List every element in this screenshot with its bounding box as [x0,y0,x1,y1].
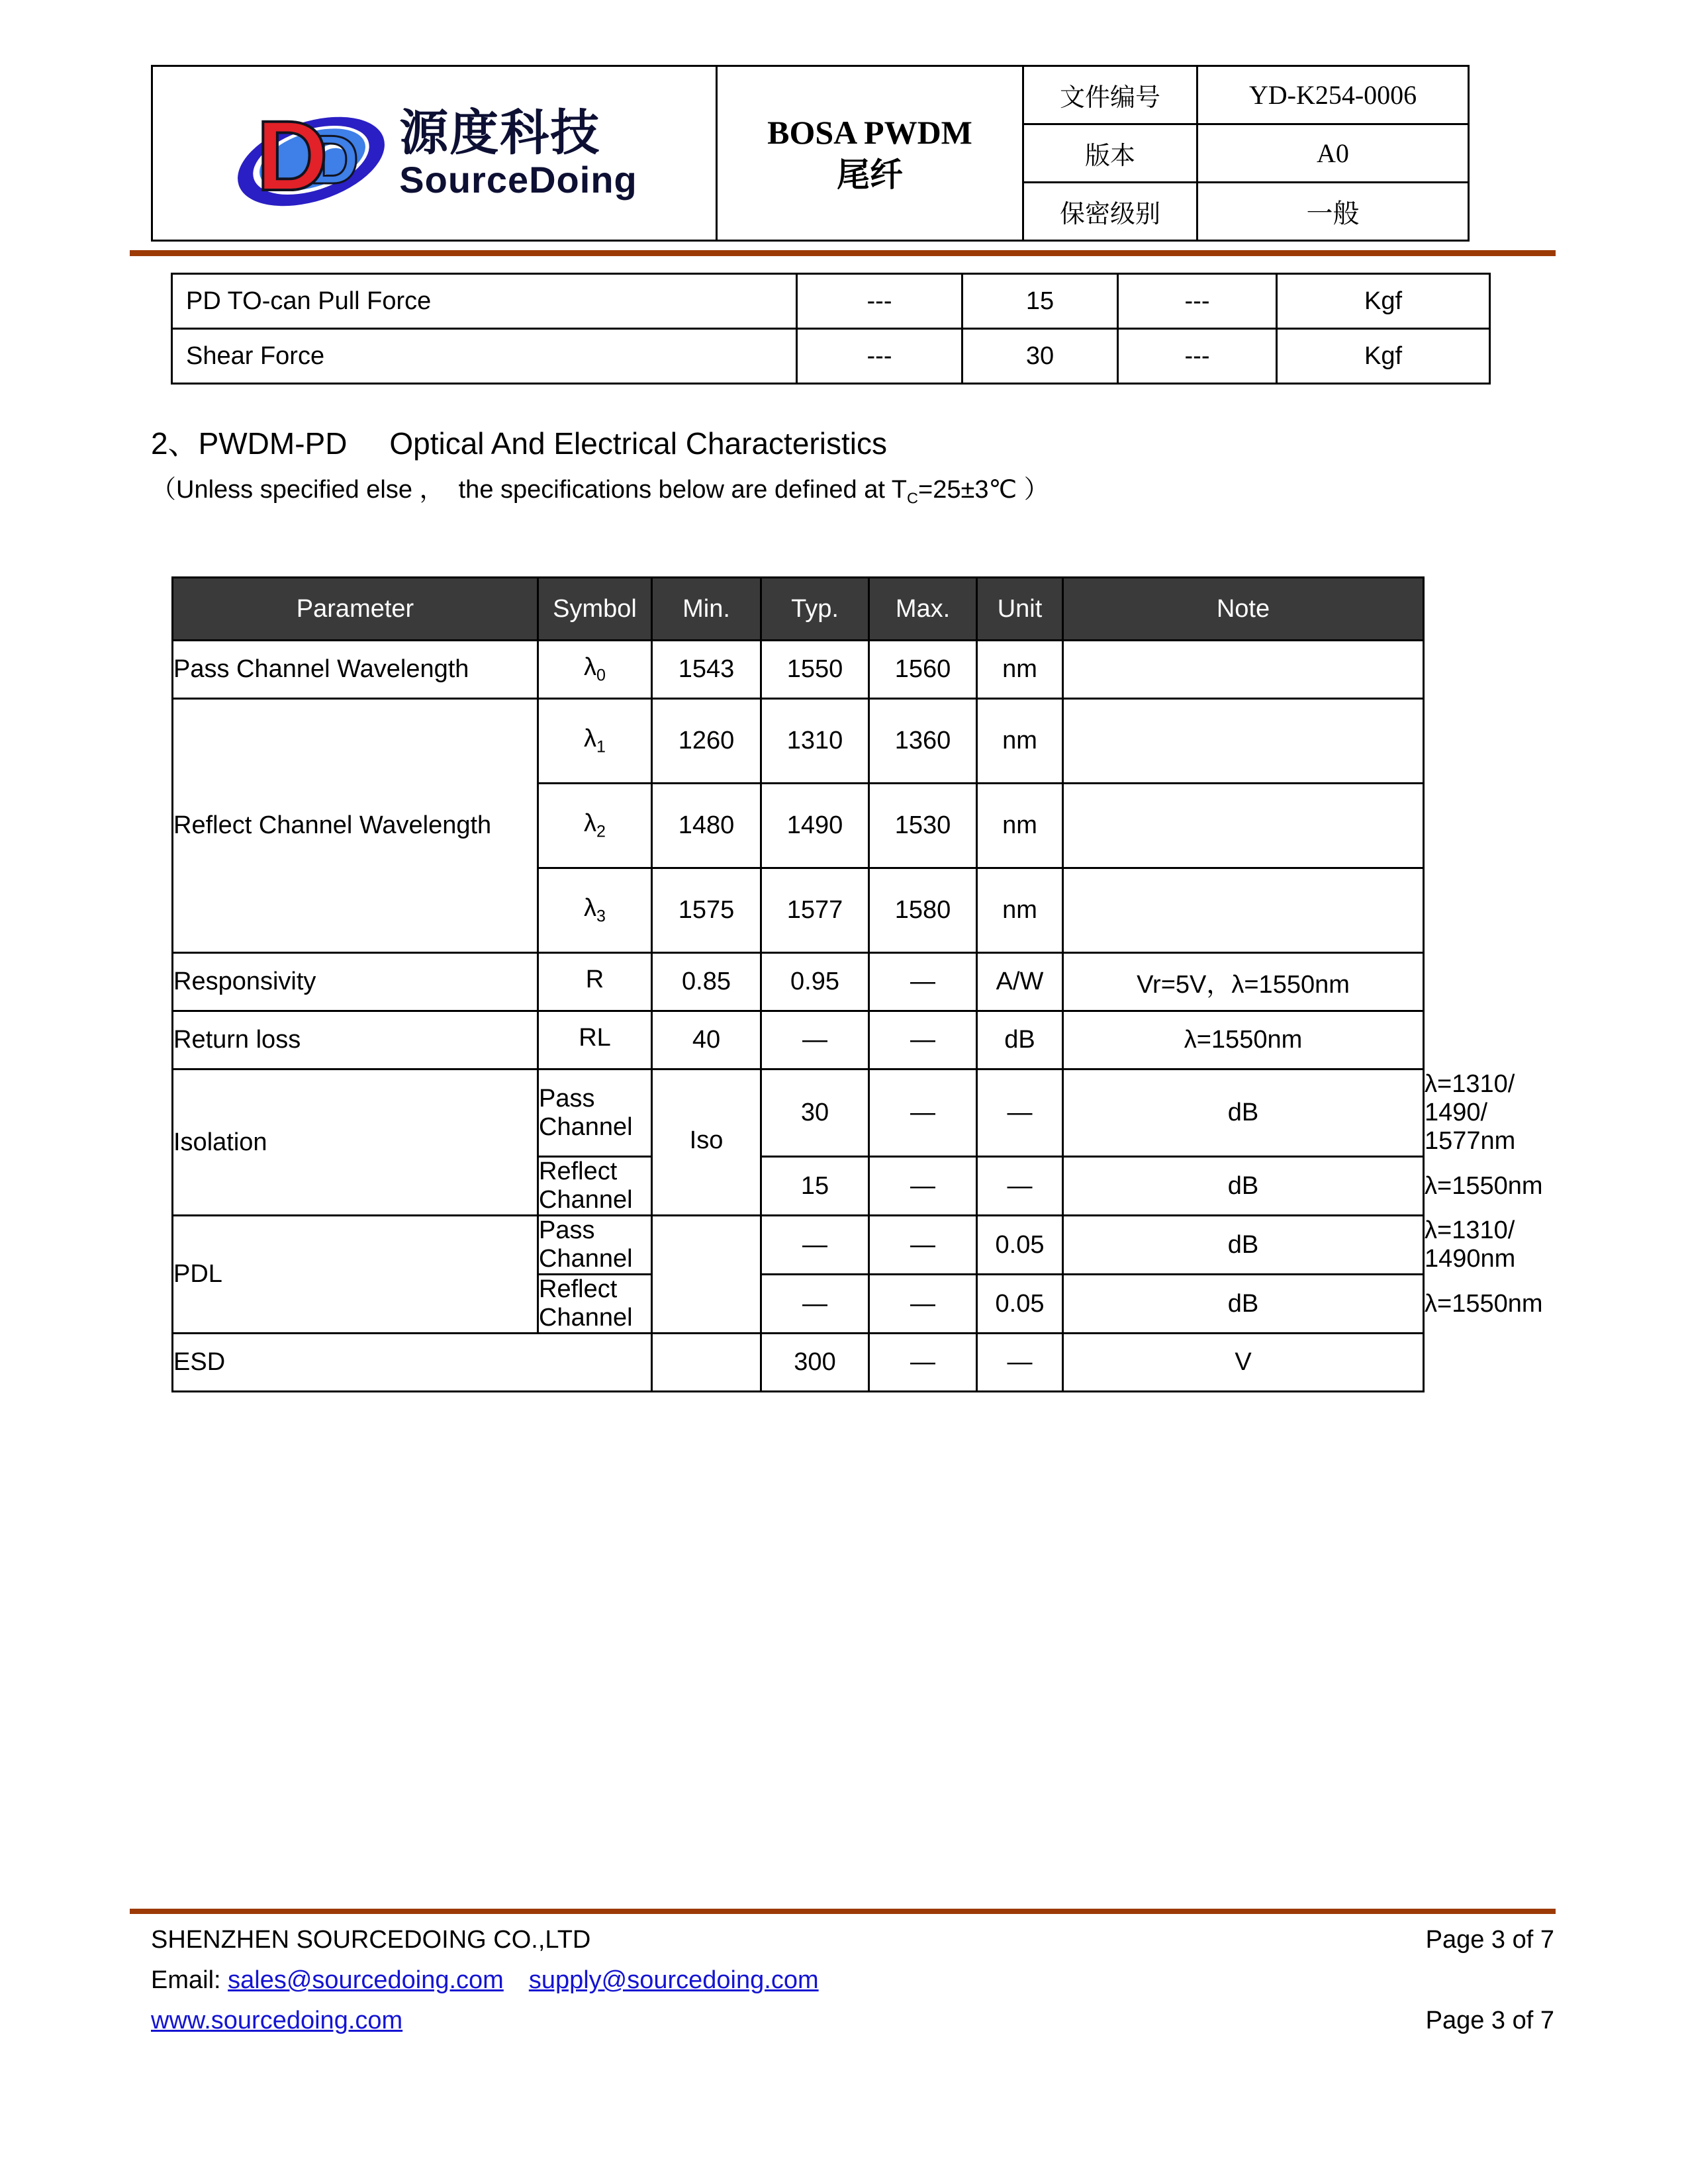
symbol-base: RL [579,1024,611,1052]
cell-unit: dB [1063,1069,1424,1157]
website-link[interactable]: www.sourcedoing.com [151,2007,403,2035]
cell-symbol [652,1334,761,1392]
mechanical-spec-table-continued [171,273,1460,385]
cell-note [1063,641,1424,699]
cell-unit: V [1063,1334,1424,1392]
cell-unit: Kgf [1277,274,1490,329]
cell-symbol [538,699,652,784]
cell-parameter: Return loss [173,1011,538,1069]
cell-min: — [761,1275,869,1334]
cell-min: --- [797,274,962,329]
header-field-value-doc-number [1197,66,1469,124]
cell-unit: nm [977,699,1063,784]
cell-note [1063,699,1424,784]
cell-parameter: Shear Force [172,329,797,384]
cell-min: 300 [761,1334,869,1392]
cell-max: — [977,1069,1063,1157]
table-row [173,699,1424,784]
footer-website-line [151,2003,402,2039]
cell-parameter: Responsivity [173,953,538,1011]
label-text: 版本 [1084,142,1135,170]
column-header-unit: Unit [977,578,1063,641]
column-header-symbol: Symbol [538,578,652,641]
column-header-note: Note [1063,578,1424,641]
symbol-base: λ [584,894,597,923]
cell-note [1063,784,1424,868]
email-link-supply[interactable]: supply@sourcedoing.com [528,1966,819,1995]
footer-company-name: SHENZHEN SOURCEDOING CO.,LTD [151,1926,591,1954]
cell-min: 1575 [652,868,761,953]
header-field-value-version [1197,124,1469,183]
cell-typ: 0.95 [761,953,869,1011]
logo-letter-secondary: D [309,121,359,199]
column-header-min: Min. [652,578,761,641]
label-text: 文件编号 [1059,84,1160,112]
cell-note [1063,868,1424,953]
cell-sublabel: Reflect Channel [538,1157,652,1216]
cell-max: — [977,1334,1063,1392]
cell-min: 40 [652,1011,761,1069]
subtitle-pre: （Unless specified else ， the specifications below are defined at T [151,476,908,504]
cell-unit: dB [1063,1216,1424,1275]
cell-min: 0.85 [652,953,761,1011]
cell-typ: — [869,1275,977,1334]
cell-parameter: PD TO-can Pull Force [172,274,797,329]
cell-typ: 1310 [761,699,869,784]
cell-max: --- [1118,274,1277,329]
cell-symbol [652,1216,761,1334]
logo-wordmark [399,105,637,201]
cell-unit: dB [1063,1275,1424,1334]
footer-page-number-2: Page 3 of 7 [1425,2007,1554,2035]
cell-typ: — [761,1011,869,1069]
cell-note: Vr=5V，λ=1550nm [1063,953,1424,1011]
cell-max: 0.05 [977,1216,1063,1275]
table-row [172,274,1490,329]
cell-sublabel: Reflect Channel [538,1275,652,1334]
cell-sublabel: Pass Channel [538,1216,652,1275]
table-header-row [173,578,1424,641]
symbol-base: λ [584,809,597,838]
sourcedoing-logo-icon [231,95,390,212]
symbol-base: R [585,966,604,994]
cell-unit: nm [977,784,1063,868]
symbol-base: λ [584,653,597,682]
section-heading: 2、PWDM-PD Optical And Electrical Characteristics [151,426,887,461]
cell-symbol [652,1069,761,1216]
company-logo [153,95,716,212]
cell-typ: 1490 [761,784,869,868]
document-footer [151,1922,1554,2039]
header-field-label-doc-number [1023,66,1197,124]
cell-unit: dB [1063,1157,1424,1216]
table-row [173,1334,1424,1392]
cell-max: — [869,1011,977,1069]
table-row [173,1011,1424,1069]
cell-symbol [538,953,652,1011]
logo-letter-primary: D [256,99,322,211]
cell-min: --- [797,329,962,384]
header-divider-rule [130,250,1556,256]
symbol-subscript: 3 [596,907,606,926]
value-text: YD-K254-0006 [1248,80,1417,110]
cell-typ: — [869,1216,977,1275]
cell-parameter: ESD [173,1334,652,1392]
document-title-line2: 尾纤 [837,156,903,193]
table-row: Reflect Channel — — 0.05 dB λ=1550nm [173,1275,1424,1334]
cell-symbol [538,641,652,699]
cell-typ: — [869,1069,977,1157]
cell-typ: 15 [962,274,1118,329]
cell-parameter-group: PDL [173,1216,538,1334]
column-header-max: Max. [869,578,977,641]
table-row [173,641,1424,699]
company-name-en: SourceDoing [399,158,637,201]
footer-email-line [151,1962,819,1999]
column-header-parameter: Parameter [173,578,538,641]
cell-typ: 1550 [761,641,869,699]
footer-line-1 [151,1922,1554,1958]
cell-parameter: Reflect Channel Wavelength [173,699,538,953]
footer-line-2 [151,1962,1554,1999]
subtitle-post: =25±3℃ ） [918,476,1049,504]
cell-min: 30 [761,1069,869,1157]
cell-min: 1480 [652,784,761,868]
document-header [151,65,1460,242]
footer-page-number-1: Page 3 of 7 [1425,1926,1554,1954]
cell-unit: A/W [977,953,1063,1011]
cell-max: 0.05 [977,1275,1063,1334]
table-row: PDL Pass Channel — — 0.05 dB λ=1310/ 1490nm [173,1216,1424,1275]
company-name-cn: 源度科技 [399,105,601,160]
cell-unit: Kgf [1277,329,1490,384]
cell-max: — [869,953,977,1011]
cell-unit: nm [977,641,1063,699]
cell-max: 1580 [869,868,977,953]
label-text: 保密级别 [1059,201,1160,228]
cell-typ: 30 [962,329,1118,384]
cell-sublabel: Pass Channel [538,1069,652,1157]
cell-unit: nm [977,868,1063,953]
cell-min: 15 [761,1157,869,1216]
email-link-sales[interactable]: sales@sourcedoing.com [228,1966,504,1995]
header-table [151,65,1470,242]
cell-typ: — [869,1334,977,1392]
column-header-typ: Typ. [761,578,869,641]
symbol-subscript: 1 [596,737,606,756]
cell-max: --- [1118,329,1277,384]
email-label: Email: [151,1966,221,1995]
cell-min: — [761,1216,869,1275]
cell-typ: 1577 [761,868,869,953]
value-text: 一般 [1306,199,1360,228]
symbol-subscript: 2 [596,822,606,841]
cell-typ: — [869,1157,977,1216]
section-subtitle [151,469,1049,508]
symbol-base: Iso [689,1126,724,1154]
header-field-label-confidentiality [1023,183,1197,241]
cell-parameter: Pass Channel Wavelength [173,641,538,699]
cell-unit: dB [977,1011,1063,1069]
footer-line-3 [151,2003,1554,2039]
symbol-base: λ [584,725,597,753]
optical-electrical-characteristics-table [171,576,1543,1392]
cell-max: 1530 [869,784,977,868]
spec-table-top [171,273,1491,385]
logo-cell [152,66,717,241]
header-field-label-version [1023,124,1197,183]
cell-max: 1360 [869,699,977,784]
cell-symbol [538,1011,652,1069]
cell-note: λ=1550nm [1063,1011,1424,1069]
footer-divider-rule [130,1909,1556,1914]
cell-max: — [977,1157,1063,1216]
spec-table-main [171,576,1543,1392]
cell-min: 1260 [652,699,761,784]
header-field-value-confidentiality [1197,183,1469,241]
cell-max: 1560 [869,641,977,699]
table-row: Isolation Pass Channel Iso 30 — — dB λ=1310/ 1490/ 1577nm [173,1069,1424,1157]
value-text: A0 [1317,138,1349,168]
cell-min: 1543 [652,641,761,699]
cell-symbol [538,784,652,868]
document-title-line1: BOSA PWDM [767,113,972,151]
table-row [173,953,1424,1011]
table-row: Reflect Channel 15 — — dB λ=1550nm [173,1157,1424,1216]
symbol-subscript: 0 [596,666,606,685]
cell-symbol [538,868,652,953]
document-title-cell [717,66,1023,241]
table-row [172,329,1490,384]
cell-parameter-group: Isolation [173,1069,538,1216]
subtitle-subscript: C [907,489,919,507]
